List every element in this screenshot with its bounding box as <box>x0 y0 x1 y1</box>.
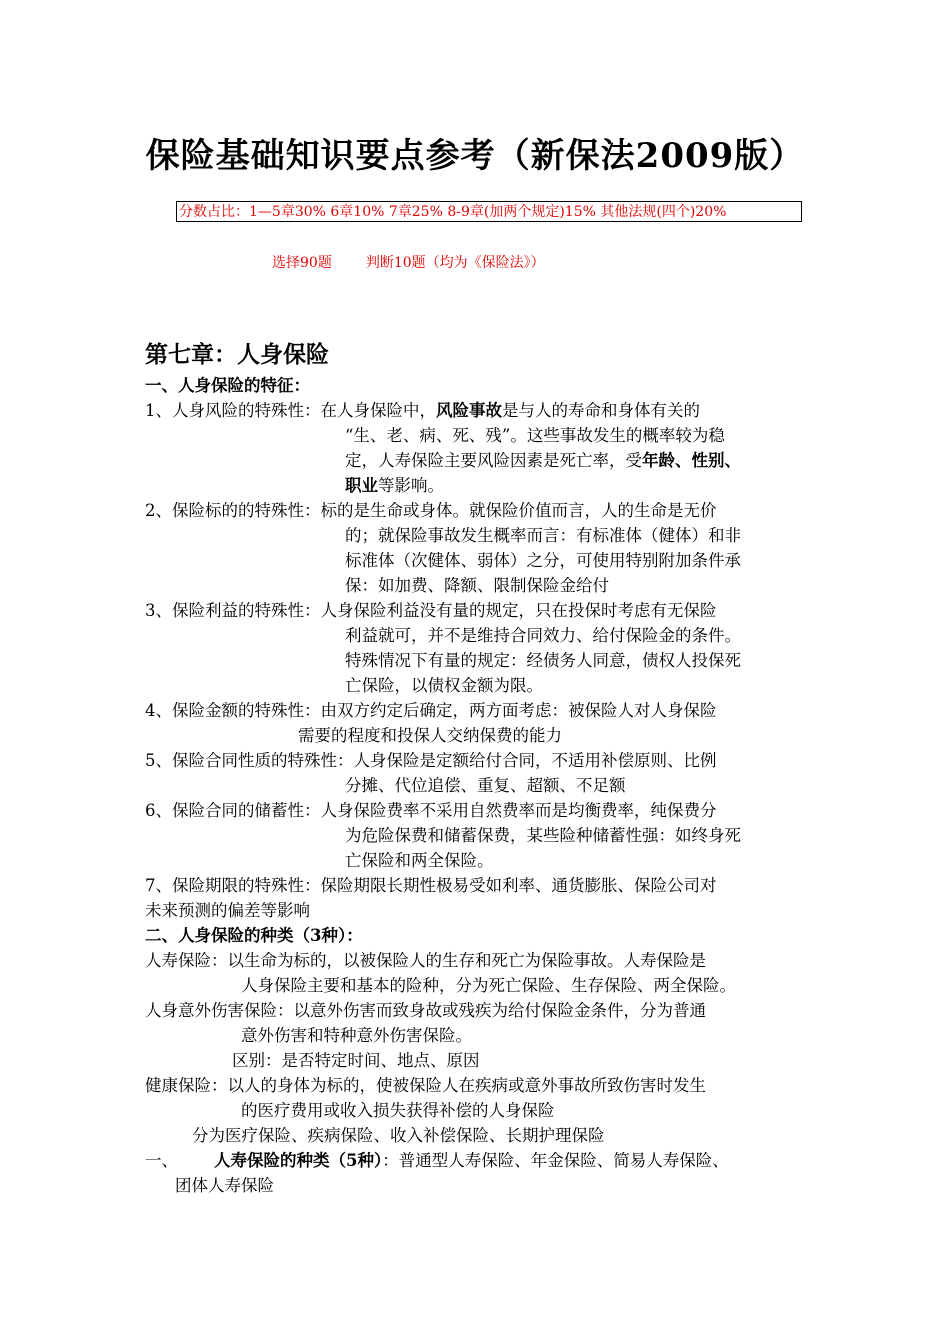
feature-4-line: 4、保险金额的特殊性：由双方约定后确定，两方面考虑：被保险人对人身保险 <box>145 701 717 720</box>
feature-1-cont: “生、老、病、死、残”。这些事故发生的概率较为稳 <box>345 426 725 445</box>
document-title: 保险基础知识要点参考（新保法2009版） <box>145 136 805 176</box>
feature-6-cont: 为危险保费和储蓄保费，某些险种储蓄性强：如终身死 <box>345 826 741 845</box>
health-insurance-types: 分为医疗保险、疾病保险、收入补偿保险、长期护理保险 <box>192 1126 605 1145</box>
feature-4-cont: 需要的程度和投保人交纳保费的能力 <box>298 726 562 745</box>
life-insurance-cont: 人身保险主要和基本的险种，分为死亡保险、生存保险、两全保险。 <box>241 976 736 995</box>
life-types-line: 一、 人寿保险的种类（5种）：普通型人寿保险、年金保险、简易人寿保险、 <box>145 1151 729 1170</box>
life-insurance-line: 人寿保险：以生命为标的，以被保险人的生存和死亡为保险事故。人寿保险是 <box>145 951 706 970</box>
feature-2-line: 2、保险标的的特殊性：标的是生命或身体。就保险价值而言，人的生命是无价 <box>145 501 717 520</box>
feature-6-line: 6、保险合同的储蓄性：人身保险费率不采用自然费率而是均衡费率，纯保费分 <box>145 801 717 820</box>
feature-1-cont: 职业等影响。 <box>345 476 444 495</box>
feature-7-line: 7、保险期限的特殊性：保险期限长期性极易受如利率、通货膨胀、保险公司对 <box>145 876 717 895</box>
feature-1-cont: 定，人寿保险主要风险因素是死亡率，受年龄、性别、 <box>345 451 741 470</box>
accident-insurance-line: 人身意外伤害保险：以意外伤害而致身故或残疾为给付保险金条件，分为普通 <box>145 1001 706 1020</box>
feature-5-line: 5、保险合同性质的特殊性：人身保险是定额给付合同，不适用补偿原则、比例 <box>145 751 717 770</box>
feature-3-cont: 特殊情况下有量的规定：经债务人同意，债权人投保死 <box>345 651 741 670</box>
health-insurance-line: 健康保险：以人的身体为标的，使被保险人在疾病或意外事故所致伤害时发生 <box>145 1076 706 1095</box>
feature-3-cont: 利益就可，并不是维持合同效力、给付保险金的条件。 <box>345 626 741 645</box>
feature-5-cont: 分摊、代位追偿、重复、超额、不足额 <box>345 776 626 795</box>
score-distribution-box: 分数占比：1—5章30% 6章10% 7章25% 8-9章(加两个规定)15% 其他法规(四个)20% <box>176 201 802 222</box>
feature-2-cont: 保：如加费、降额、限制保险金给付 <box>345 576 609 595</box>
feature-3-line: 3、保险利益的特殊性：人身保险利益没有量的规定，只在投保时考虑有无保险 <box>145 601 717 620</box>
feature-1-line: 1、人身风险的特殊性：在人身保险中，风险事故是与人的寿命和身体有关的 <box>145 401 700 420</box>
feature-3-cont: 亡保险，以债权金额为限。 <box>345 676 543 695</box>
accident-insurance-cont: 意外伤害和特种意外伤害保险。 <box>241 1026 472 1045</box>
feature-7-cont: 未来预测的偏差等影响 <box>145 901 310 920</box>
feature-2-cont: 的；就保险事故发生概率而言：有标准体（健体）和非 <box>345 526 741 545</box>
question-info <box>272 252 545 272</box>
feature-6-cont: 亡保险和两全保险。 <box>345 851 494 870</box>
feature-2-cont: 标准体（次健体、弱体）之分，可使用特别附加条件承 <box>345 551 741 570</box>
life-types-cont: 团体人寿保险 <box>175 1176 274 1195</box>
health-insurance-cont: 的医疗费用或收入损失获得补偿的人身保险 <box>241 1101 555 1120</box>
section-heading-types: 二、人身保险的种类（3种）： <box>145 926 363 945</box>
accident-insurance-diff: 区别：是否特定时间、地点、原因 <box>232 1051 480 1070</box>
judge-count: 判断10题（均为《保险法》） <box>365 255 545 271</box>
section-heading-features: 一、人身保险的特征： <box>145 376 310 395</box>
chapter-heading: 第七章：人身保险 <box>145 341 329 368</box>
choice-count: 选择90题 <box>272 255 332 271</box>
